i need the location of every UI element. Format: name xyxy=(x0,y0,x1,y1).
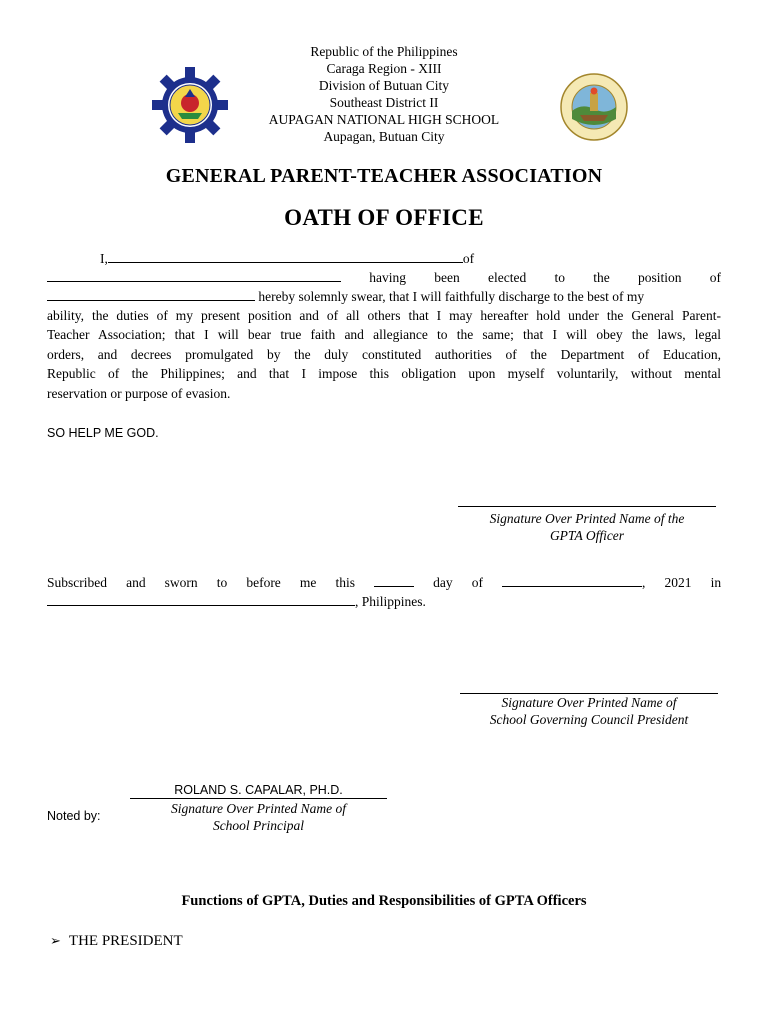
sworn-word: sworn xyxy=(164,575,198,590)
sworn-word: in xyxy=(710,575,722,590)
sworn-word: this xyxy=(335,575,355,590)
letterhead xyxy=(0,43,768,145)
oath-word: of xyxy=(709,270,721,285)
name-blank-field[interactable] xyxy=(108,250,463,263)
caption-line: School Principal xyxy=(212,818,305,833)
letterhead-line: Southeast District II xyxy=(329,95,439,110)
oath-line-3 xyxy=(47,287,721,306)
oath-line-1 xyxy=(47,249,721,268)
oath-word: having xyxy=(369,270,406,285)
principal-name: ROLAND S. CAPALAR, PH.D. xyxy=(130,783,387,799)
oath-word: elected xyxy=(487,270,527,285)
place-blank-field[interactable] xyxy=(47,593,355,606)
position-blank-field[interactable] xyxy=(47,288,255,301)
closing-text: SO HELP ME GOD. xyxy=(47,426,159,440)
oath-line-4: ability, the duties of my present position and of all others that I may hereafter hold under the General Parent- xyxy=(47,308,721,323)
sworn-word: and xyxy=(126,575,146,590)
letterhead-line: Aupagan, Butuan City xyxy=(323,129,445,144)
oath-word: the xyxy=(593,270,610,285)
bullet-text: THE PRESIDENT xyxy=(68,933,183,949)
caption-line: GPTA Officer xyxy=(549,528,625,543)
oath-line-8: reservation or purpose of evasion. xyxy=(47,386,231,401)
address-blank-field[interactable] xyxy=(47,269,341,282)
sworn-word: of xyxy=(471,575,483,590)
functions-heading: Functions of GPTA, Duties and Responsibilities of GPTA Officers xyxy=(181,893,587,909)
document-subtitle: OATH OF OFFICE xyxy=(284,205,484,230)
bullet-item xyxy=(50,933,183,950)
document-title: GENERAL PARENT-TEACHER ASSOCIATION xyxy=(165,165,603,187)
arrow-bullet-icon: ➢ xyxy=(50,934,61,949)
signature-caption-sgc-president xyxy=(460,694,718,728)
signature-caption-principal xyxy=(130,800,387,834)
oath-word: position xyxy=(637,270,682,285)
oath-line-6: orders, and decrees promulgated by the duly constituted authorities of the Department of Education, xyxy=(47,347,721,362)
noted-by-label: Noted by: xyxy=(47,809,101,823)
sworn-word: Subscribed xyxy=(47,575,107,590)
oath-word: been xyxy=(434,270,460,285)
sworn-word: me xyxy=(299,575,317,590)
sworn-line-2 xyxy=(47,592,721,611)
letterhead-line: AUPAGAN NATIONAL HIGH SCHOOL xyxy=(268,112,500,127)
signature-line-officer[interactable] xyxy=(458,506,716,507)
sworn-word: , 2021 xyxy=(642,575,692,590)
oath-line-7: Republic of the Philippines; and that I impose this obligation upon myself voluntarily, without mental xyxy=(47,366,721,381)
oath-text: hereby solemnly swear, that I will faithfully discharge to the best of my xyxy=(258,289,645,304)
day-blank-field[interactable] xyxy=(374,574,414,587)
caption-line: Signature Over Printed Name of xyxy=(501,695,677,710)
caption-line: Signature Over Printed Name of the xyxy=(489,511,685,526)
letterhead-line: Caraga Region - XIII xyxy=(326,61,442,76)
sworn-text: , Philippines. xyxy=(355,594,426,609)
sworn-word: to xyxy=(216,575,228,590)
oath-text: of xyxy=(462,251,475,266)
oath-line-2 xyxy=(47,268,721,287)
caption-line: School Governing Council President xyxy=(489,712,689,727)
oath-word: to xyxy=(554,270,565,285)
sworn-word: before xyxy=(246,575,281,590)
month-blank-field[interactable] xyxy=(502,574,642,587)
signature-caption-officer xyxy=(458,510,716,544)
letterhead-line: Division of Butuan City xyxy=(318,78,450,93)
caption-line: Signature Over Printed Name of xyxy=(171,801,346,816)
oath-text: I, xyxy=(100,251,108,266)
oath-line-5: Teacher Association; that I will bear true faith and allegiance to the same; that I will obey the laws, legal xyxy=(47,327,721,342)
letterhead-line: Republic of the Philippines xyxy=(310,44,458,59)
sworn-word: day xyxy=(433,575,453,590)
sworn-line-1 xyxy=(47,573,721,592)
